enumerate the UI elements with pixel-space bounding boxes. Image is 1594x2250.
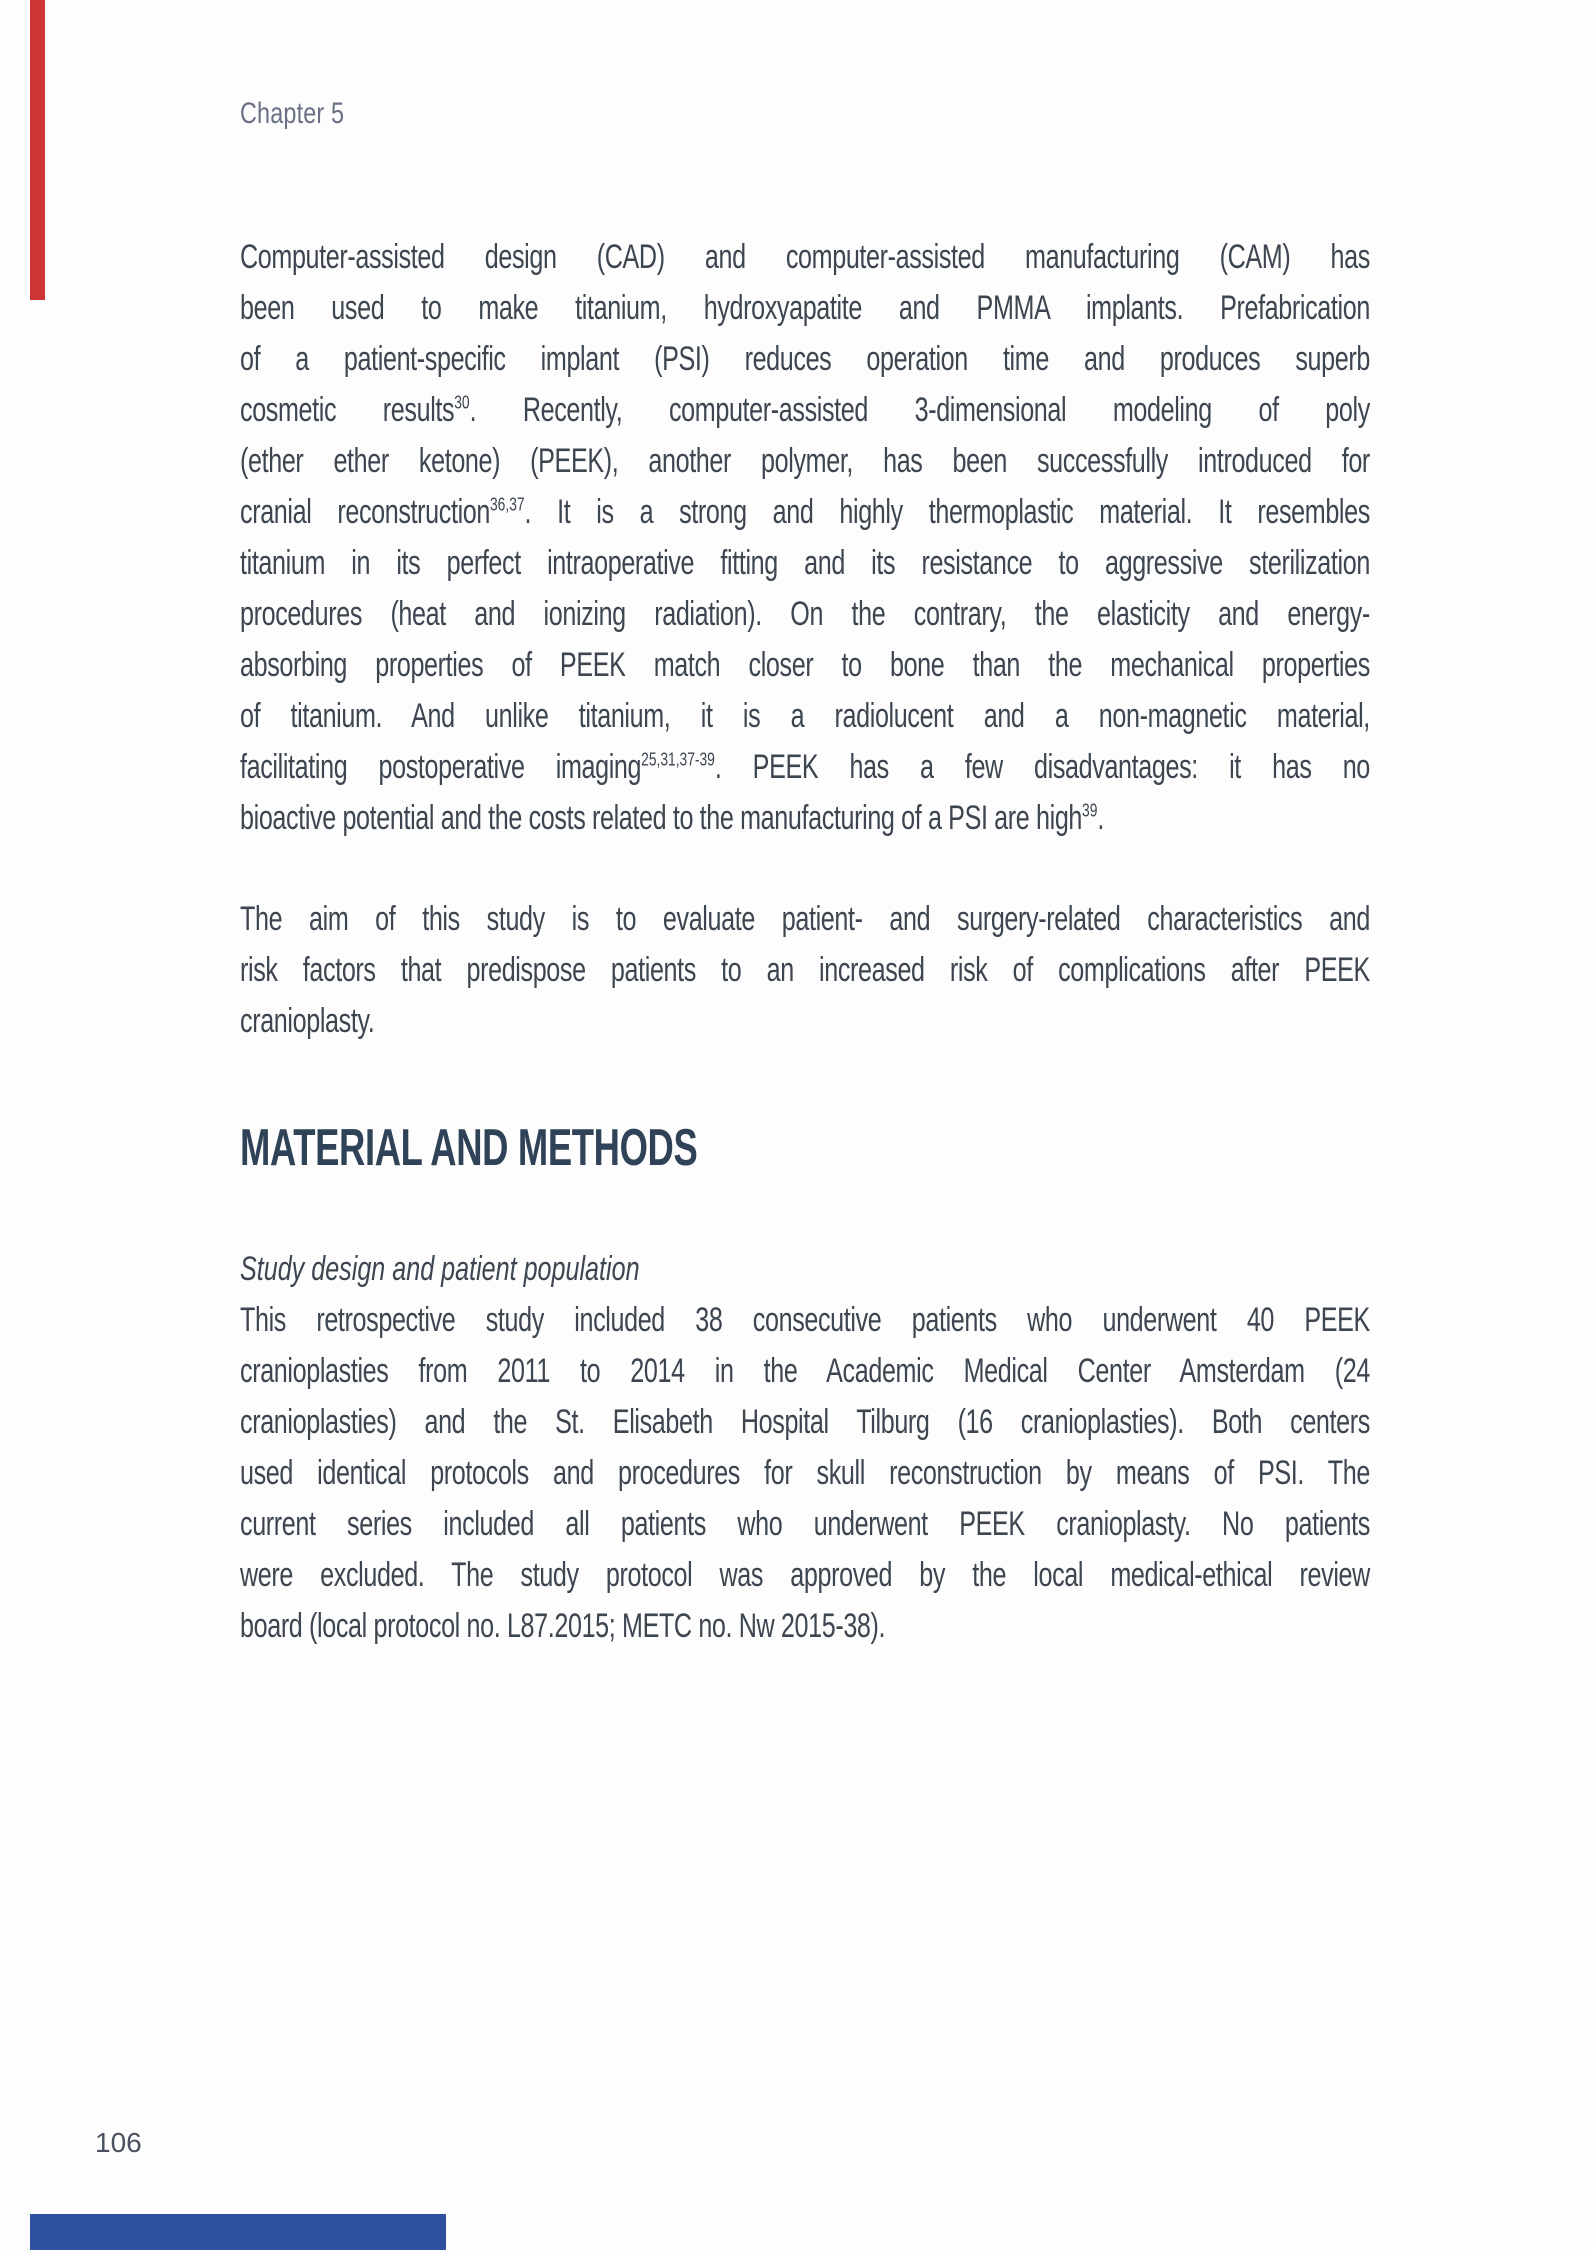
- intro-line: (ether ether ketone) (PEEK), another polymer, has been successfully introduced for: [240, 442, 1370, 480]
- methods-line: cranioplasties) and the St. Elisabeth Hospital Tilburg (16 cranioplasties). Both centers: [240, 1403, 1370, 1441]
- methods-line: board (local protocol no. L87.2015; METC no. Nw 2015-38).: [240, 1607, 886, 1645]
- intro-line: titanium in its perfect intraoperative fitting and its resistance to aggressive sterilization: [240, 544, 1370, 582]
- intro-line: Computer-assisted design (CAD) and computer-assisted manufacturing (CAM) has: [240, 238, 1370, 276]
- chapter-edge-marker-red: [30, 0, 45, 300]
- methods-line: cranioplasties from 2011 to 2014 in the Academic Medical Center Amsterdam (24: [240, 1352, 1370, 1390]
- intro-line: procedures (heat and ionizing radiation). On the contrary, the elasticity and energy-: [240, 595, 1370, 633]
- chapter-header-label: Chapter 5: [240, 97, 345, 130]
- intro-line: facilitating postoperative imaging$^{25,31,37-39}$. PEEK has a few disadvantages: it has no: [240, 748, 1370, 786]
- methods-line: were excluded. The study protocol was approved by the local medical-ethical review: [240, 1556, 1370, 1594]
- intro-line: been used to make titanium, hydroxyapatite and PMMA implants. Prefabrication: [240, 289, 1370, 327]
- methods-paragraph: [240, 1244, 1370, 1652]
- aim-line: cranioplasty.: [240, 1002, 375, 1040]
- intro-line: cosmetic results$^{30}$. Recently, computer-assisted 3-dimensional modeling of poly: [240, 391, 1370, 429]
- intro-line: of titanium. And unlike titanium, it is a radiolucent and a non-magnetic material,: [240, 697, 1370, 735]
- section-heading-material-and-methods: MATERIAL AND METHODS: [240, 1119, 698, 1177]
- aim-line: risk factors that predispose patients to an increased risk of complications after PEEK: [240, 951, 1370, 989]
- intro-paragraph: [240, 232, 1370, 844]
- aim-line: The aim of this study is to evaluate patient- and surgery-related characteristics and: [240, 900, 1370, 938]
- aim-paragraph: [240, 894, 1370, 1047]
- intro-line: of a patient-specific implant (PSI) reduces operation time and produces superb: [240, 340, 1370, 378]
- study-design-subheading: Study design and patient population: [240, 1250, 640, 1288]
- intro-line: cranial reconstruction$^{36,37}$. It is a strong and highly thermoplastic material. It resembles: [240, 493, 1370, 531]
- intro-line: bioactive potential and the costs related to the manufacturing of a PSI are high$^{39}$.: [240, 799, 1105, 837]
- methods-line: used identical protocols and procedures for skull reconstruction by means of PSI. The: [240, 1454, 1370, 1492]
- page-number: 106: [95, 2127, 142, 2158]
- intro-line: absorbing properties of PEEK match closer to bone than the mechanical properties: [240, 646, 1370, 684]
- footer-edge-marker-blue: [30, 2214, 446, 2250]
- methods-line: current series included all patients who underwent PEEK cranioplasty. No patients: [240, 1505, 1370, 1543]
- methods-line: This retrospective study included 38 consecutive patients who underwent 40 PEEK: [240, 1301, 1370, 1339]
